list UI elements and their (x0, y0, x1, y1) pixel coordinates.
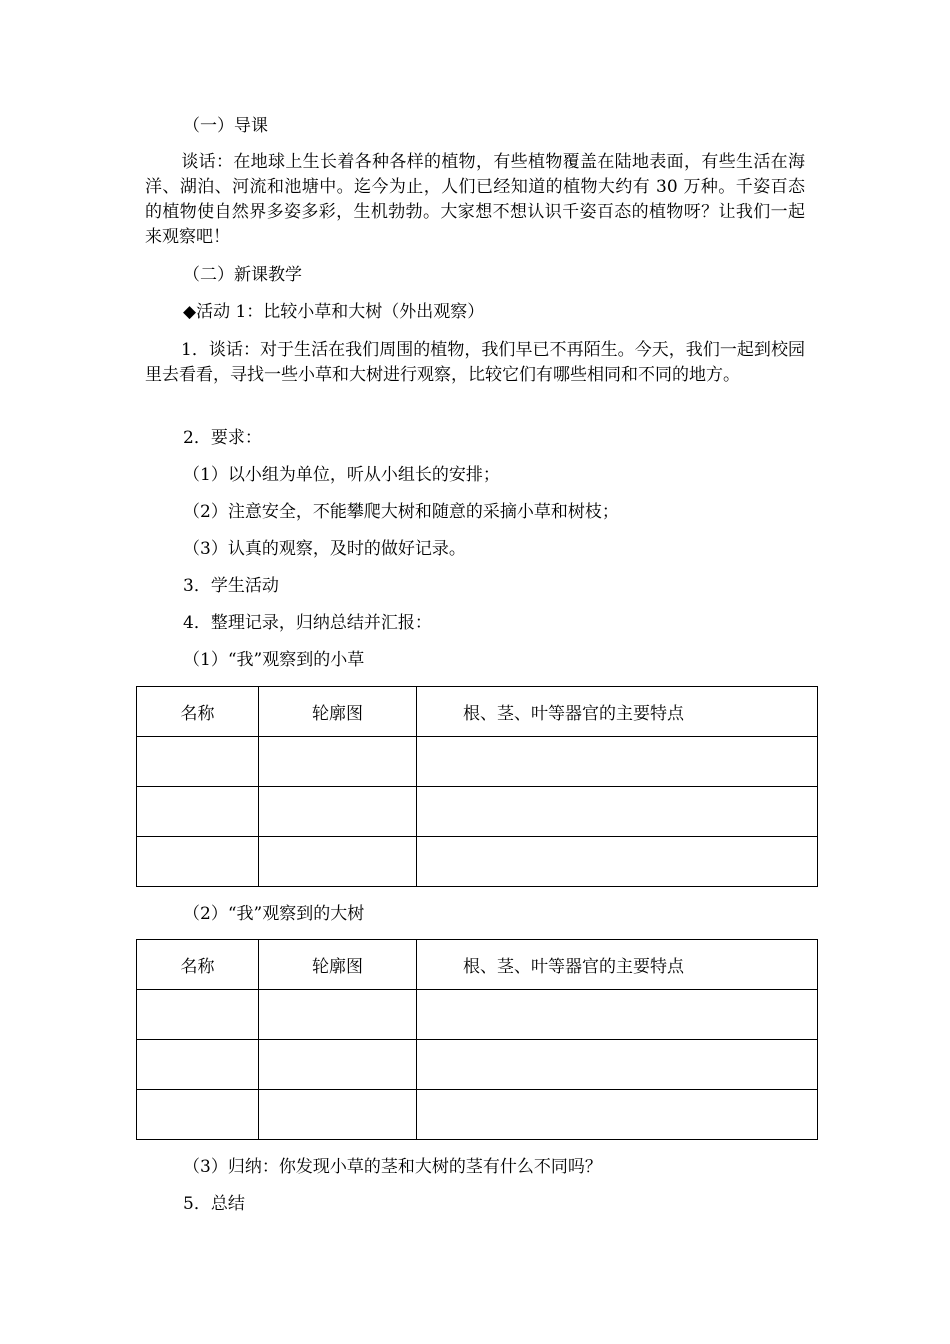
step2-heading: 2．要求： (183, 428, 262, 448)
table-cell[interactable] (259, 1040, 417, 1090)
header-name: 名称 (137, 687, 259, 737)
step1-text: 1．谈话：对于生活在我们周围的植物，我们早已不再陌生。今天，我们一起到校园里去看看，寻找一些小草和大树进行观察，比较它们有哪些相同和不同的地方。 (145, 340, 805, 385)
header-outline: 轮廓图 (259, 940, 417, 990)
table-cell[interactable] (259, 737, 417, 787)
step4-heading: 4．整理记录，归纳总结并汇报： (183, 613, 432, 633)
table-header-row (137, 940, 818, 990)
step3-heading: 3．学生活动 (183, 576, 279, 596)
summary-question: （3）归纳：你发现小草的茎和大树的茎有什么不同吗？ (183, 1157, 602, 1177)
new-lesson-heading: （二）新课教学 (183, 265, 302, 285)
table-cell[interactable] (137, 1090, 259, 1140)
tree-observation-table (136, 939, 818, 1140)
table-row (137, 1040, 818, 1090)
table-row (137, 837, 818, 887)
grass-observation-table (136, 686, 818, 887)
table-cell[interactable] (259, 990, 417, 1040)
intro-paragraph (145, 150, 805, 250)
table-cell[interactable] (137, 1040, 259, 1090)
tree-table-caption: （2）“我”观察到的大树 (183, 904, 365, 924)
table-cell[interactable] (137, 990, 259, 1040)
table-cell[interactable] (417, 1040, 818, 1090)
requirement-1: （1）以小组为单位，听从小组长的安排； (183, 465, 500, 485)
table-cell[interactable] (417, 837, 818, 887)
table-cell[interactable] (137, 787, 259, 837)
table-row (137, 990, 818, 1040)
table-cell[interactable] (259, 837, 417, 887)
table-cell[interactable] (417, 990, 818, 1040)
table-header-row (137, 687, 818, 737)
header-outline: 轮廓图 (259, 687, 417, 737)
grass-table-caption: （1）“我”观察到的小草 (183, 650, 365, 670)
table-row (137, 1090, 818, 1140)
table-cell[interactable] (137, 737, 259, 787)
header-features: 根、茎、叶等器官的主要特点 (417, 687, 818, 737)
table-row (137, 737, 818, 787)
table-cell[interactable] (417, 737, 818, 787)
requirement-2: （2）注意安全，不能攀爬大树和随意的采摘小草和树枝； (183, 502, 619, 522)
table-row (137, 787, 818, 837)
table-cell[interactable] (259, 1090, 417, 1140)
step5-heading: 5．总结 (183, 1194, 245, 1214)
intro-text: 谈话：在地球上生长着各种各样的植物，有些植物覆盖在陆地表面，有些生活在海洋、湖泊、河流和池塘中。迄今为止，人们已经知道的植物大约有 30 万种。千姿百态的植物使自然界多姿多彩，生机勃勃。大家想不想认识千姿百态的植物呀？让我们一起来观察吧！ (145, 152, 805, 247)
table-cell[interactable] (417, 1090, 818, 1140)
header-name: 名称 (137, 940, 259, 990)
intro-heading: （一）导课 (183, 116, 268, 136)
header-features: 根、茎、叶等器官的主要特点 (417, 940, 818, 990)
step1-paragraph (145, 338, 805, 388)
requirement-3: （3）认真的观察，及时的做好记录。 (183, 539, 466, 559)
table-cell[interactable] (137, 837, 259, 887)
activity-title: ◆活动 1：比较小草和大树（外出观察） (183, 302, 485, 322)
table-cell[interactable] (417, 787, 818, 837)
table-cell[interactable] (259, 787, 417, 837)
